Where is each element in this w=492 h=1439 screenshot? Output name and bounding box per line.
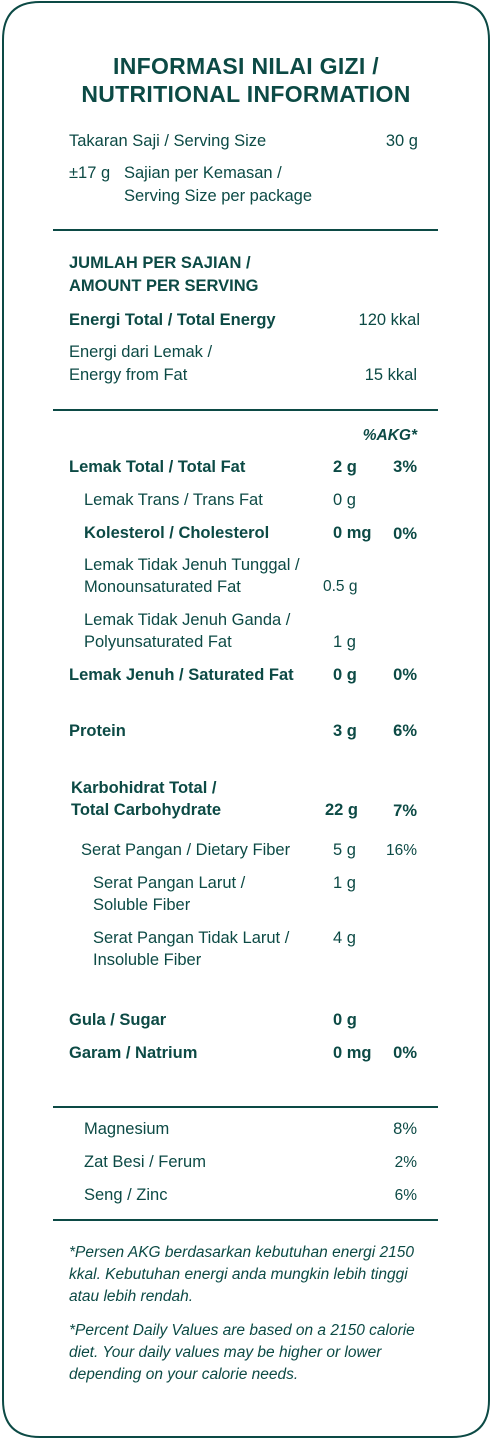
- mono-fat-amount: 0.5 g: [323, 578, 358, 595]
- protein-amount: 3 g: [333, 722, 357, 740]
- sat-fat-label: Lemak Jenuh / Saturated Fat: [69, 666, 294, 684]
- energy-label: Energi Total / Total Energy: [69, 311, 276, 329]
- sugar-label: Gula / Sugar: [69, 1011, 167, 1029]
- servings-per-pack-label-2: Serving Size per package: [124, 187, 313, 205]
- sodium-amount: 0 mg: [333, 1044, 372, 1062]
- title-line-2: NUTRITIONAL INFORMATION: [81, 81, 411, 107]
- carb-label-2: Total Carbohydrate: [71, 801, 222, 819]
- sugar-amount: 0 g: [333, 1011, 357, 1029]
- cholesterol-pct: 0%: [393, 525, 417, 543]
- trans-fat-label: Lemak Trans / Trans Fat: [84, 491, 263, 509]
- poly-fat-label-1: Lemak Tidak Jenuh Ganda /: [84, 611, 291, 629]
- total-fat-amount: 2 g: [333, 458, 357, 476]
- poly-fat-amount: 1 g: [333, 633, 356, 651]
- footnote-id: *Persen AKG berdasarkan kebutuhan energi 2150 kkal. Kebutuhan energi anda mungkin lebih tinggi atau lebih rendah.: [69, 1244, 414, 1305]
- title-line-1: INFORMASI NILAI GIZI /: [113, 53, 379, 79]
- footnote-en: *Percent Daily Values are based on a 2150 calorie diet. Your daily values may be higher or lower depending on your calorie needs.: [69, 1322, 415, 1383]
- zinc-label: Seng / Zinc: [84, 1186, 168, 1204]
- carb-pct: 7%: [393, 802, 417, 820]
- insoluble-fiber-amount: 4 g: [333, 929, 356, 947]
- total-fat-label: Lemak Total / Total Fat: [69, 458, 246, 476]
- fat-energy-value: 15 kkal: [364, 366, 417, 384]
- magnesium-label: Magnesium: [84, 1120, 170, 1138]
- soluble-fiber-label-2: Soluble Fiber: [93, 896, 191, 914]
- protein-pct: 6%: [393, 722, 417, 740]
- poly-fat-label-2: Polyunsaturated Fat: [84, 633, 232, 651]
- serving-size-label: Takaran Saji / Serving Size: [69, 132, 267, 150]
- cholesterol-label: Kolesterol / Cholesterol: [84, 524, 270, 542]
- divider: [53, 229, 438, 231]
- amount-heading-1: JUMLAH PER SAJIAN /: [69, 254, 251, 272]
- total-fat-pct: 3%: [393, 458, 417, 476]
- amount-heading-2: AMOUNT PER SERVING: [69, 277, 259, 295]
- fiber-label: Serat Pangan / Dietary Fiber: [81, 841, 291, 859]
- sodium-label: Garam / Natrium: [69, 1044, 198, 1062]
- insoluble-fiber-label-2: Insoluble Fiber: [93, 951, 202, 969]
- zinc-pct: 6%: [394, 1187, 417, 1204]
- mono-fat-label-1: Lemak Tidak Jenuh Tunggal /: [84, 556, 300, 574]
- iron-pct: 2%: [394, 1154, 417, 1171]
- energy-value: 120 kkal: [358, 311, 420, 329]
- fat-energy-label-1: Energi dari Lemak /: [69, 343, 213, 361]
- soluble-fiber-label-1: Serat Pangan Larut /: [93, 874, 246, 892]
- divider: [53, 409, 438, 411]
- serving-size-value: 30 g: [385, 132, 418, 150]
- fiber-amount: 5 g: [333, 841, 356, 859]
- servings-per-pack-value: ±17 g: [69, 164, 111, 182]
- carb-label-1: Karbohidrat Total /: [71, 779, 217, 797]
- insoluble-fiber-label-1: Serat Pangan Tidak Larut /: [93, 929, 290, 947]
- sat-fat-pct: 0%: [393, 666, 417, 684]
- fiber-pct: 16%: [385, 842, 417, 859]
- sodium-pct: 0%: [393, 1044, 417, 1062]
- iron-label: Zat Besi / Ferum: [84, 1153, 206, 1171]
- akg-header: %AKG*: [362, 427, 417, 444]
- trans-fat-amount: 0 g: [333, 491, 356, 509]
- protein-label: Protein: [69, 722, 126, 740]
- fat-energy-label-2: Energy from Fat: [69, 366, 188, 384]
- cholesterol-amount: 0 mg: [333, 524, 372, 542]
- soluble-fiber-amount: 1 g: [333, 874, 356, 892]
- carb-amount: 22 g: [325, 801, 359, 819]
- mono-fat-label-2: Monounsaturated Fat: [84, 578, 241, 596]
- magnesium-pct: 8%: [393, 1120, 417, 1138]
- divider: [53, 1106, 438, 1108]
- servings-per-pack-label-1: Sajian per Kemasan /: [124, 164, 282, 182]
- divider: [53, 1219, 438, 1221]
- sat-fat-amount: 0 g: [333, 666, 357, 684]
